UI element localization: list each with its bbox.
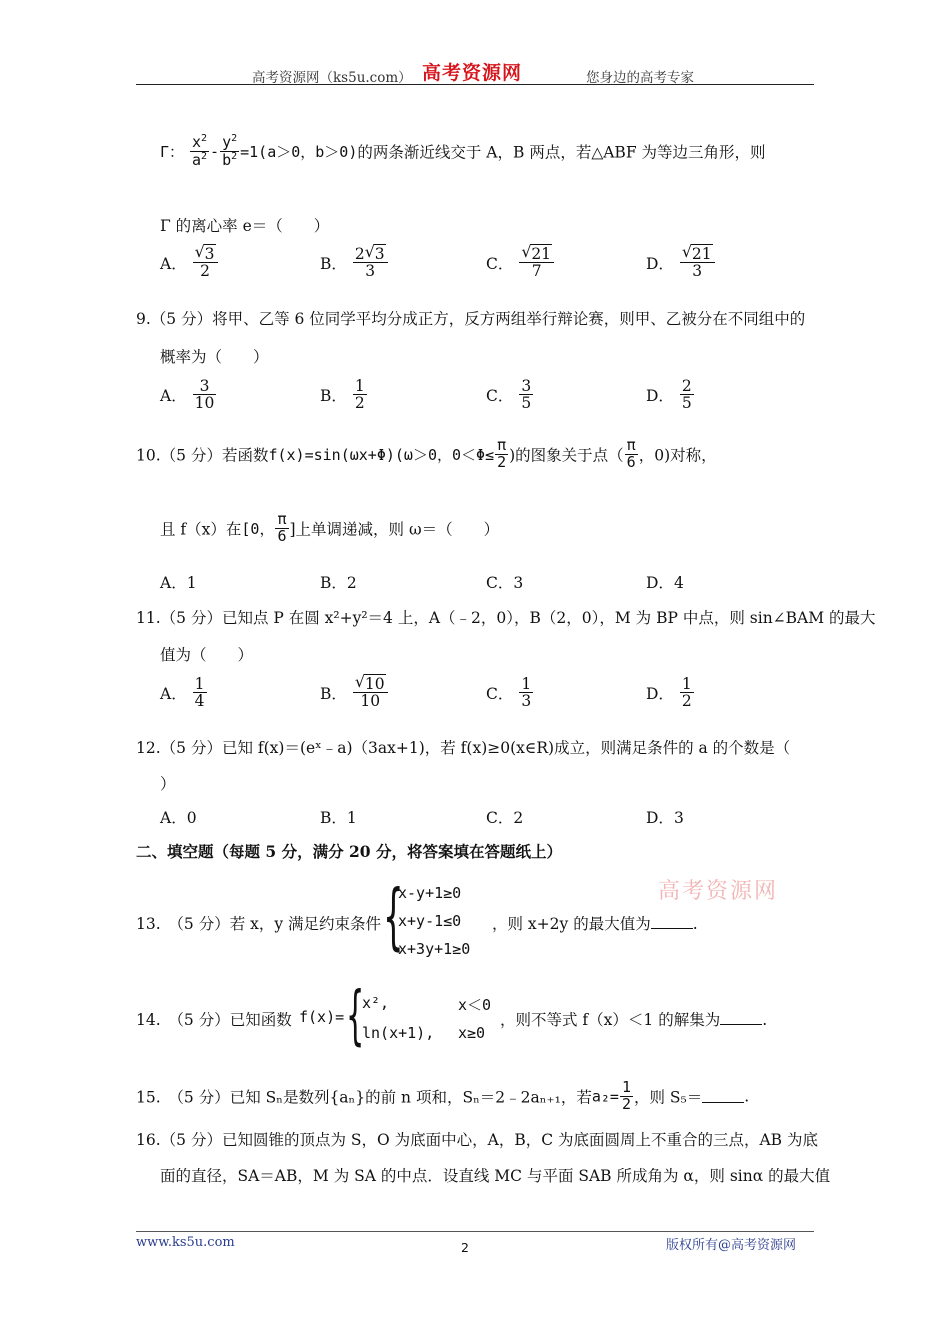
q10-option-a: A．1: [160, 574, 197, 592]
header-rule: [136, 84, 814, 85]
q8-option-a: A． √ 3 2: [160, 246, 219, 280]
q12-option-a: A．0: [160, 809, 197, 827]
q12-option-b: B．1: [320, 809, 357, 827]
q8-frac-y: $\frac{y^2}{b^2}$: [222, 133, 238, 169]
q14-row2-expr: ln(x+1),: [362, 1024, 435, 1042]
q13-constraint-1: x-y+1≥0: [398, 884, 462, 902]
q11-option-b: B． √ 10 10: [320, 676, 389, 710]
footer-copyright: 版权所有@高考资源网: [666, 1238, 797, 1253]
q16-line1: 16.（5 分）已知圆锥的顶点为 S，O 为底面中心，A，B，C 为底面圆周上不重合的三点，AB 为底: [136, 1131, 819, 1149]
q13-constraint-3: x+3y+1≥0: [398, 940, 471, 958]
section-2-title: 二、填空题（每题 5 分，满分 20 分，将答案填在答题纸上）: [136, 842, 562, 861]
q9-line2: 概率为（ ）: [160, 348, 269, 366]
header-left: 高考资源网（ks5u.com）: [252, 70, 412, 86]
page-number: 2: [461, 1240, 469, 1255]
header-right: 您身边的高考专家: [586, 70, 694, 86]
q14-prefix: 14. （5 分）已知函数: [136, 1011, 292, 1029]
q13-brace: {: [383, 874, 404, 958]
q9-option-b: B． $\frac{1}{2}$: [320, 377, 365, 413]
q14-row1-cond: x＜0: [458, 996, 492, 1014]
watermark-text: 高考资源网: [658, 879, 779, 904]
q11-option-c: C． $\frac{1}{3}$: [486, 675, 532, 711]
q11-option-d: D． $\frac{1}{2}$: [646, 675, 692, 711]
q9-option-a: A． $\frac{3}{10}$: [160, 377, 215, 413]
q14-row2-cond: x≥0: [458, 1024, 486, 1042]
q10-line1: 10.（5 分）若函数f(x)=sin(ωx+Φ)(ω＞0，0＜Φ≤ $\frac{\pi}{2}$ )的图象关于点（ $\frac{\pi}{6}$ ，0)对称，: [136, 436, 717, 471]
q8-option-d: D． √ 21 3: [646, 246, 716, 280]
q11-line1: 11.（5 分）已知点 P 在圆 x²+y²＝4 上，A（﹣2，0），B（2，0），M 为 BP 中点，则 sin∠BAM 的最大: [136, 609, 876, 627]
q14-brace: {: [346, 979, 365, 1053]
q8-text: 的两条渐近线交于 A，B 两点，若△ABF 为等边三角形，则: [357, 143, 766, 162]
q13-suffix: ，则 x+2y 的最大值为 .: [492, 915, 698, 933]
q8-frac-x: $\frac{x^2}{a^2}$: [191, 133, 208, 169]
q9-option-d: D． $\frac{2}{5}$: [646, 377, 692, 413]
q8-line2: Γ 的离心率 e＝（ ）: [160, 217, 330, 235]
q12-option-d: D．3: [646, 809, 684, 827]
q12-option-c: C．2: [486, 809, 524, 827]
q13-constraint-2: x+y-1≤0: [398, 912, 462, 930]
q8-option-c: C． √ 21 7: [486, 246, 555, 280]
q11-option-a: A． $\frac{1}{4}$: [160, 675, 205, 711]
q8-formula: Γ： $\frac{x^2}{a^2}$ - $\frac{y^2}{b^2}$ =1(a＞0，b＞0)的两条渐近线交于 A，B 两点，若△ABF 为等边三角形，则: [160, 133, 766, 169]
q13-prefix: 13. （5 分）若 x，y 满足约束条件: [136, 915, 382, 933]
q10-option-b: B．2: [320, 574, 357, 592]
q11-line2: 值为（ ）: [160, 646, 254, 664]
q8-option-b: B． 2 √ 3 3: [320, 246, 389, 280]
q10-option-c: C．3: [486, 574, 524, 592]
q15-answer-blank[interactable]: [702, 1090, 744, 1103]
q14-fx: f(x)=: [299, 1008, 345, 1026]
q12-line1: 12.（5 分）已知 f(x)＝(eˣ﹣a)（3ax+1)，若 f(x)≥0(x∈R)成立，则满足条件的 a 的个数是（: [136, 739, 791, 757]
q8-gamma: Γ：: [160, 142, 185, 161]
q10-line2: 且 f（x）在[0， $\frac{\pi}{6}$ ]上单调递减，则 ω＝（ ）: [160, 510, 500, 545]
q14-row1-expr: x²,: [362, 994, 390, 1012]
q8-eq: =1(a＞0，b＞0): [240, 142, 358, 161]
q15-line: 15. （5 分）已知 Sₙ是数列{aₙ}的前 n 项和，Sₙ＝2﹣2aₙ₊₁，若a₂= $\frac{1}{2}$ ，则 S₅＝ .: [136, 1078, 750, 1113]
footer-rule: [136, 1231, 814, 1232]
q10-option-d: D．4: [646, 574, 684, 592]
q14-suffix: ，则不等式 f（x）＜1 的解集为 .: [500, 1011, 768, 1029]
q12-line2: ）: [160, 775, 176, 793]
q14-answer-blank[interactable]: [720, 1012, 762, 1025]
footer-link[interactable]: www.ks5u.com: [136, 1235, 235, 1250]
q9-line1: 9.（5 分）将甲、乙等 6 位同学平均分成正方，反方两组举行辩论赛，则甲、乙被分在不同组中的: [136, 310, 806, 328]
q9-option-c: C． $\frac{3}{5}$: [486, 377, 532, 413]
header-logo: 高考资源网: [422, 62, 523, 84]
q16-line2: 面的直径，SA＝AB，M 为 SA 的中点．设直线 MC 与平面 SAB 所成角为 α，则 sinα 的最大值: [160, 1167, 831, 1185]
q13-answer-blank[interactable]: [651, 916, 693, 929]
